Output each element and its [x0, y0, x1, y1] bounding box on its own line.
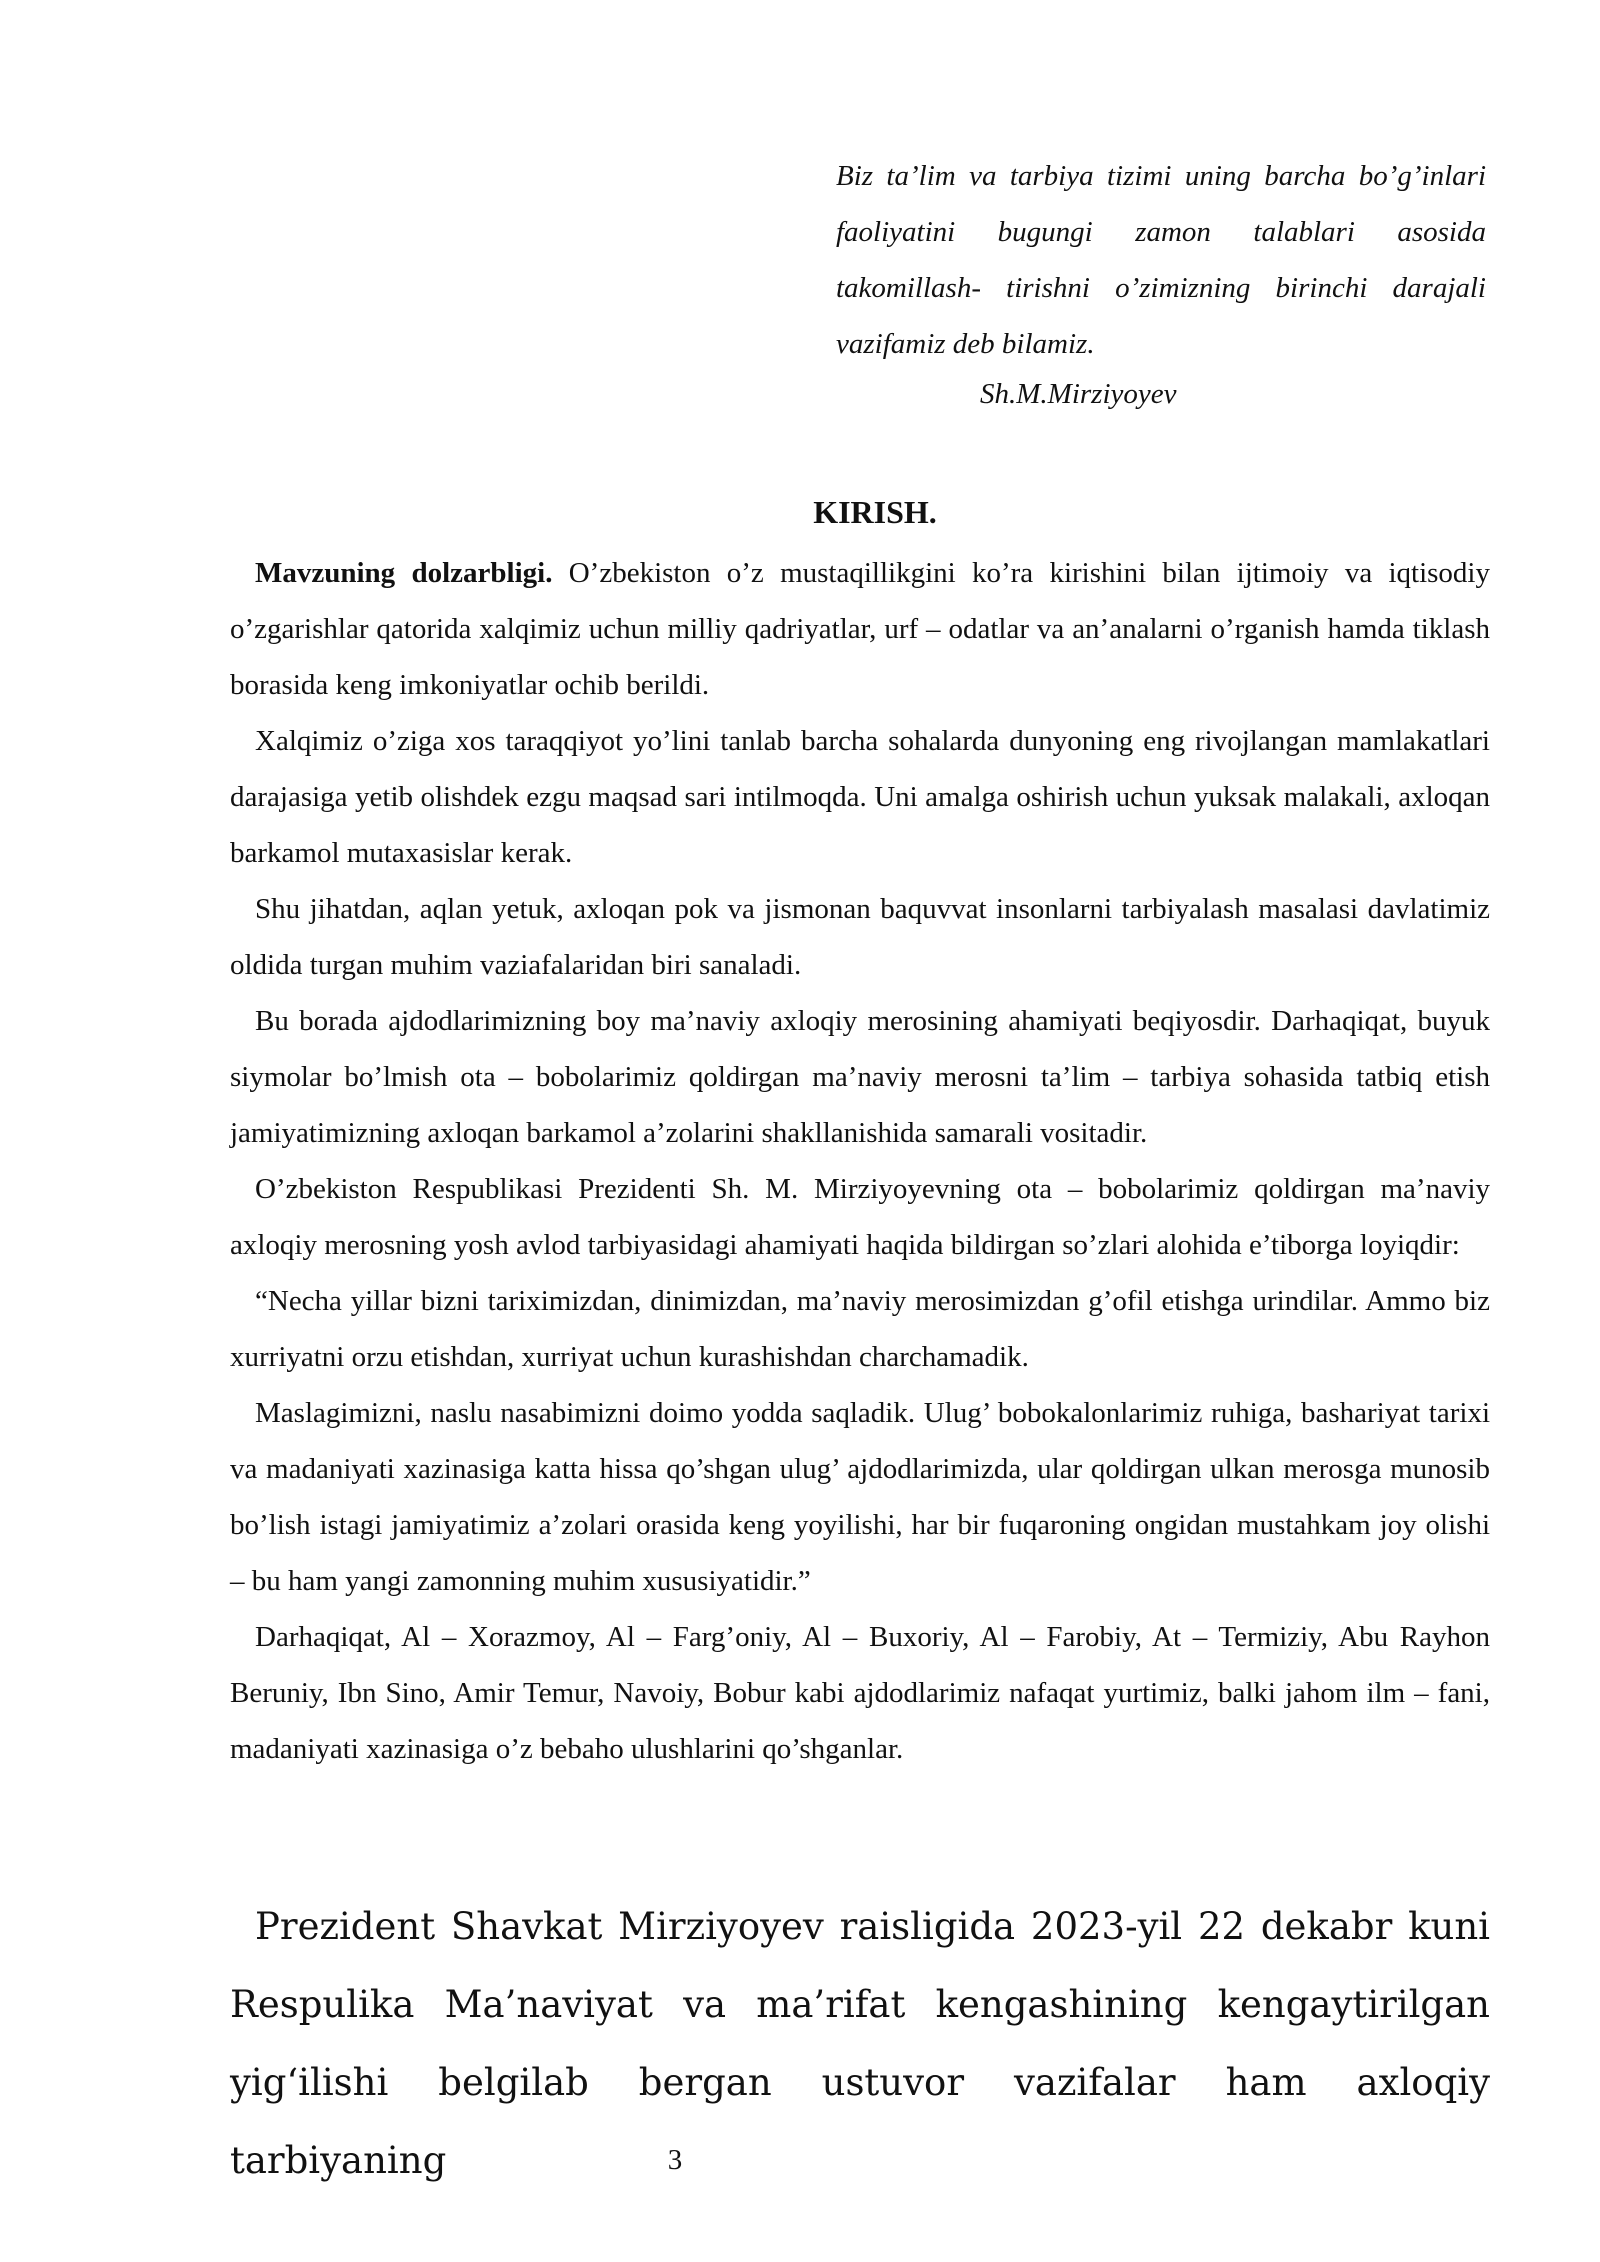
paragraph-text: O’zbekiston o’z mustaqillikgini ko’ra kirishini bilan ijtimoiy va iqtisodiy o’zgarishlar qatorida xalqimiz uchun milliy qadriyatlar, urf – odatlar va an’analarni o’rganish hamda tiklash borasida keng imkoniyatlar ochib berildi.: [230, 557, 1490, 701]
paragraph: [230, 545, 1490, 713]
section-heading: KIRISH.: [813, 494, 937, 530]
large-paragraph: Prezident Shavkat Mirziyoyev raisligida 2023-yil 22 dekabr kuni Respulika Ma’naviyat va ma’rifat kengashining kengaytirilgan yig‘ilishi belgilab bergan ustuvor vazifalar ham axloqiy tarbiyaning: [230, 1905, 1490, 2182]
page-number: 3: [667, 2144, 683, 2176]
epigraph-author: Sh.M.Mirziyoyev: [980, 378, 1177, 410]
paragraph: Shu jihatdan, aqlan yetuk, axloqan pok va jismonan baquvvat insonlarni tarbiyalash masalasi davlatimiz oldida turgan muhim vaziafalaridan biri sanaladi.: [230, 893, 1490, 981]
epigraph-quote: Biz ta’lim va tarbiya tizimi uning barcha bo’g’inlari faoliyatini bugungi zamon talablari asosida takomillash- tirishni o’zimizning birinchi darajali vazifamiz deb bilamiz.: [836, 160, 1486, 360]
paragraph-lead: Mavzuning dolzarbligi.: [255, 557, 553, 589]
paragraph: Bu borada ajdodlarimizning boy ma’naviy axloqiy merosining ahamiyati beqiyosdir. Darhaqiqat, buyuk siymolar bo’lmish ota – bobolarimiz qoldirgan ma’naviy merosni ta’lim – tarbiya sohasida tatbiq etish jamiyatimizning axloqan barkamol a’zolarini shakllanishida samarali vositadir.: [230, 1005, 1490, 1149]
paragraph: O’zbekiston Respublikasi Prezidenti Sh. M. Mirziyoyevning ota – bobolarimiz qoldirgan ma’naviy axloqiy merosning yosh avlod tarbiyasidagi ahamiyati haqida bildirgan so’zlari alohida e’tiborga loyiqdir:: [230, 1173, 1490, 1261]
paragraph: Xalqimiz o’ziga xos taraqqiyot yo’lini tanlab barcha sohalarda dunyoning eng rivojlangan mamlakatlari darajasiga yetib olishdek ezgu maqsad sari intilmoqda. Uni amalga oshirish uchun yuksak malakali, axloqan barkamol mutaxasislar kerak.: [230, 725, 1490, 869]
body-text: [230, 545, 1490, 1777]
paragraph: “Necha yillar bizni tariximizdan, dinimizdan, ma’naviy merosimizdan g’ofil etishga urindilar. Ammo biz xurriyatni orzu etishdan, xurriyat uchun kurashishdan charchamadik.: [230, 1285, 1490, 1373]
paragraph: Darhaqiqat, Al – Xorazmoy, Al – Farg’oniy, Al – Buxoriy, Al – Farobiy, At – Termiziy, Abu Rayhon Beruniy, Ibn Sino, Amir Temur, Navoiy, Bobur kabi ajdodlarimiz nafaqat yurtimiz, balki jahom ilm – fani, madaniyati xazinasiga o’z bebaho ulushlarini qo’shganlar.: [230, 1621, 1490, 1765]
paragraph: Maslagimizni, naslu nasabimizni doimo yodda saqladik. Ulug’ bobokalonlarimiz ruhiga, bashariyat tarixi va madaniyati xazinasiga katta hissa qo’shgan ulug’ ajdodlarimizda, ular qoldirgan ulkan merosga munosib bo’lish istagi jamiyatimiz a’zolari orasida keng yoyilishi, har bir fuqaroning ongidan mustahkam joy olishi – bu ham yangi zamonning muhim xususiyatidir.”: [230, 1397, 1490, 1597]
